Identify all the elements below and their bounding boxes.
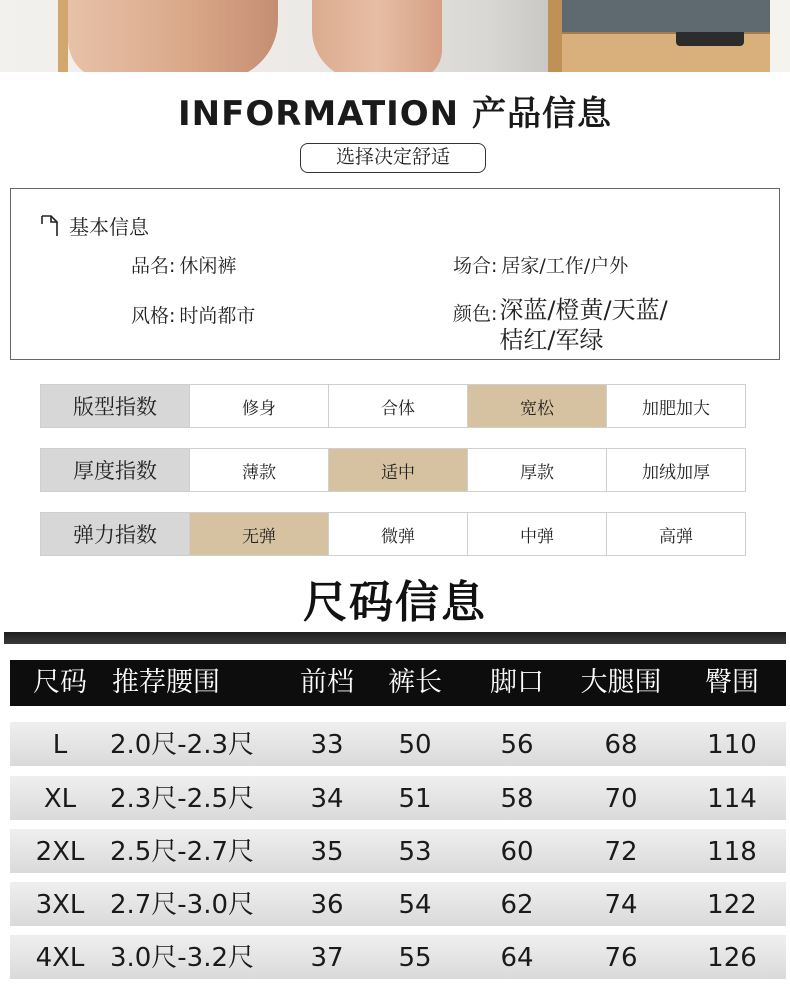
field-color-value-line2: 桔红/军绿 <box>499 326 604 354</box>
cell-front-rise: 36 <box>310 890 344 920</box>
cell-leg-opening: 62 <box>500 890 534 920</box>
mirror-frame-left <box>58 0 68 72</box>
cell-hip: 114 <box>707 784 757 814</box>
cell-thigh: 72 <box>604 837 638 867</box>
field-style-value: 时尚都市 <box>179 305 256 327</box>
cell-leg-opening: 64 <box>500 943 534 973</box>
header-hip: 臀围 <box>705 667 759 698</box>
cell-length: 55 <box>398 943 432 973</box>
photo-edge <box>770 0 790 72</box>
elasticity-option: 微弹 <box>328 513 467 555</box>
cell-front-rise: 34 <box>310 784 344 814</box>
product-photo <box>0 0 790 72</box>
cell-thigh: 76 <box>604 943 638 973</box>
basic-info-heading <box>39 211 149 240</box>
field-occasion <box>453 251 628 278</box>
field-style <box>131 301 255 328</box>
cell-hip: 122 <box>707 890 757 920</box>
header-front-rise: 前档 <box>300 667 354 698</box>
elasticity-index-label: 弹力指数 <box>41 513 189 555</box>
header-length: 裤长 <box>388 667 442 698</box>
cell-length: 53 <box>398 837 432 867</box>
field-name-value: 休闲裤 <box>179 255 237 277</box>
cell-thigh: 68 <box>604 730 638 760</box>
size-table-header <box>10 660 786 706</box>
photo-leg-right <box>312 0 442 72</box>
thickness-option: 加绒加厚 <box>606 449 745 491</box>
cell-thigh: 74 <box>604 890 638 920</box>
information-title: INFORMATION 产品信息 <box>178 94 612 134</box>
cell-size: 2XL <box>35 837 85 867</box>
cell-hip: 118 <box>707 837 757 867</box>
information-subtitle: 选择决定舒适 <box>300 143 486 173</box>
field-name-label: 品名: <box>131 255 176 277</box>
header-waist: 推荐腰围 <box>112 667 220 698</box>
thickness-index-row <box>40 448 746 492</box>
cell-waist: 2.5尺-2.7尺 <box>109 837 255 867</box>
field-color-label: 颜色: <box>453 303 498 325</box>
photo-leg-left <box>68 0 278 72</box>
basic-info-box <box>10 188 780 360</box>
header-thigh: 大腿围 <box>580 667 662 698</box>
fit-option: 合体 <box>328 385 467 427</box>
section-divider <box>4 632 786 644</box>
cell-leg-opening: 56 <box>500 730 534 760</box>
cell-front-rise: 33 <box>310 730 344 760</box>
fit-index-row <box>40 384 746 428</box>
cell-waist: 2.0尺-2.3尺 <box>109 730 255 760</box>
cabinet-drawer <box>562 32 778 72</box>
cell-waist: 2.3尺-2.5尺 <box>109 784 255 814</box>
cell-front-rise: 35 <box>310 837 344 867</box>
fit-option: 修身 <box>189 385 328 427</box>
field-occasion-label: 场合: <box>453 255 498 277</box>
field-name <box>131 251 236 278</box>
fit-option: 宽松 <box>467 385 606 427</box>
table-row <box>10 935 786 979</box>
drawer-handle <box>676 32 744 46</box>
size-info-title: 尺码信息 <box>303 577 487 628</box>
basic-info-heading-text: 基本信息 <box>69 215 149 239</box>
field-occasion-value: 居家/工作/户外 <box>501 255 629 277</box>
cell-size: L <box>52 730 68 760</box>
fit-index-label: 版型指数 <box>41 385 189 427</box>
elasticity-option: 中弹 <box>467 513 606 555</box>
cell-length: 51 <box>398 784 432 814</box>
thickness-option: 适中 <box>328 449 467 491</box>
cell-leg-opening: 60 <box>500 837 534 867</box>
cell-front-rise: 37 <box>310 943 344 973</box>
cell-length: 50 <box>398 730 432 760</box>
table-row <box>10 882 786 926</box>
cabinet-top <box>562 0 778 32</box>
header-leg-opening: 脚口 <box>490 667 544 698</box>
cell-size: XL <box>43 784 77 814</box>
document-icon <box>39 214 61 238</box>
header-size: 尺码 <box>33 667 87 698</box>
thickness-index-label: 厚度指数 <box>41 449 189 491</box>
cell-leg-opening: 58 <box>500 784 534 814</box>
cell-size: 4XL <box>35 943 85 973</box>
field-color-value <box>499 295 709 355</box>
table-row <box>10 722 786 766</box>
thickness-option: 厚款 <box>467 449 606 491</box>
elasticity-index-row <box>40 512 746 556</box>
cell-hip: 126 <box>707 943 757 973</box>
thickness-option: 薄款 <box>189 449 328 491</box>
field-color-value-line1: 深蓝/橙黄/天蓝/ <box>499 296 668 324</box>
cell-hip: 110 <box>707 730 757 760</box>
table-row <box>10 829 786 873</box>
elasticity-option: 无弹 <box>189 513 328 555</box>
cell-waist: 3.0尺-3.2尺 <box>109 943 255 973</box>
field-color <box>453 296 709 355</box>
fit-option: 加肥加大 <box>606 385 745 427</box>
cell-length: 54 <box>398 890 432 920</box>
table-row <box>10 776 786 820</box>
field-style-label: 风格: <box>131 305 176 327</box>
cell-thigh: 70 <box>604 784 638 814</box>
furniture-panel <box>548 0 562 72</box>
cell-waist: 2.7尺-3.0尺 <box>109 890 255 920</box>
elasticity-option: 高弹 <box>606 513 745 555</box>
cell-size: 3XL <box>35 890 85 920</box>
